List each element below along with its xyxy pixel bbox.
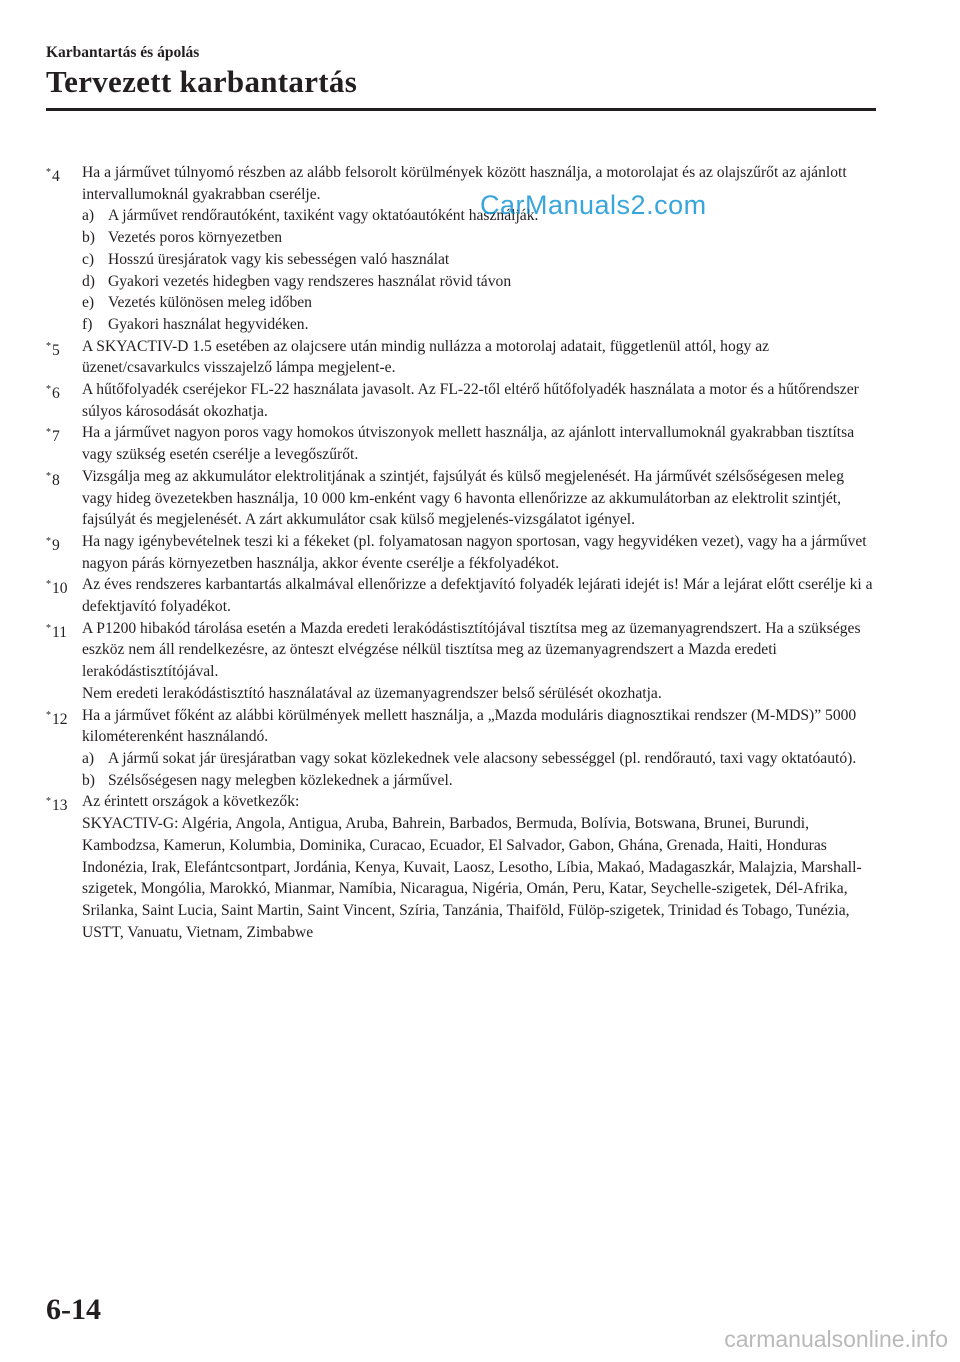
note-text: Az éves rendszeres karbantartás alkalmával ellenőrizze a defektjavító folyadék lejárati idejét is! Már a lejárat előtt cserélje ki a defektjavító folyadékot. [82,576,873,616]
note-9 [46,531,876,574]
list-item: a) A járművet rendőrautóként, taxiként vagy oktatóautóként használják. [82,207,539,225]
note-text: A P1200 hibakód tárolása esetén a Mazda eredeti lerakódástisztítójával tisztítsa meg az üzemanyagrendszert. Ha a szükséges eszköz nem áll rendelkezésre, az önteszt elvégzése nélkül tisztítsa meg az üzemanyagrendszert a Mazda eredeti lerakódástisztítójával. [82,619,861,681]
note-4 [46,162,876,336]
note-number: *6 [46,384,60,403]
country-list: SKYACTIV-G: Algéria, Angola, Antigua, Aruba, Bahrein, Barbados, Bermuda, Bolívia, Botswana, Brunei, Burundi, Kambodzsa, Kamerun, Kolumbia, Dominika, Curacao, Ecuador, El Salvador, Gabon, Ghána, Grenada, Haiti, Honduras Indonézia, Irak, Elefántcsontpart, Jordánia, Kenya, Kuvait, Laosz, Lesotho, Líbia, Makaó, Madagaszkár, Malajzia, Marshall-szigetek, Mongólia, Marokkó, Mianmar, Namíbia, Nicaragua, Nigéria, Omán, Peru, Katar, Seychelle-szigetek, Dél-Afrika, Srilanka, Saint Lucia, Saint Martin, Saint Vincent, Szíria, Tanzánia, Thaiföld, Fülöp-szigetek, Trinidad és Tobago, Tunézia, USTT, Vanuatu, Vietnam, Zimbabwe [82,815,862,941]
note-11 [46,618,876,705]
note-7 [46,422,876,465]
notes-list [46,162,876,943]
list-item: e) Vezetés különösen meleg időben [82,294,312,312]
list-item: c) Hosszú üresjáratok vagy kis sebességen való használat [82,250,450,268]
note-text: Ha a járművet főként az alábbi körülmények mellett használja, a „Mazda moduláris diagnosztikai rendszer (M-MDS)” 5000 kilométerenként használandó. [82,706,857,746]
list-item: b) Vezetés poros környezetben [82,229,283,247]
note-text: Az érintett országok a következők: [82,793,300,811]
note-text: Ha a járművet túlnyomó részben az alább felsorolt körülmények között használja, a motorolajat és az olajszűrőt az ajánlott intervallumoknál gyakrabban cserélje. [82,164,847,203]
watermark-footer: carmanualsonline.info [724,1326,948,1352]
list-item: f) Gyakori használat hegyvidéken. [82,315,309,333]
note-text: A hűtőfolyadék cseréjekor FL-22 használata javasolt. Az FL-22-től eltérő hűtőfolyadék használata a motor és a hűtőrendszer súlyos károsodását okozhatja. [82,381,859,420]
note-number: *4 [46,167,60,185]
list-item: a) A jármű sokat jár üresjáratban vagy sokat közlekednek vele alacsony sebességgel (pl. rendőrautó, taxi vagy oktatóautó). [82,749,857,767]
title-rule [46,108,876,111]
note-number: *12 [46,709,68,728]
note-number: *11 [46,622,68,641]
note-number: *7 [46,427,60,446]
note-6 [46,379,876,422]
note-text-extra: Nem eredeti lerakódástisztító használatával az üzemanyagrendszer belső sérülését okozhatja. [82,684,662,702]
note-13 [46,791,876,943]
note-text: Vizsgálja meg az akkumulátor elektrolitjának a szintjét, fajsúlyát és külső megjelenését. Ha járművét szélsőségesen meleg vagy hideg övezetekben használja, 10 000 km-enként vagy 6 havonta ellenőrizze az akkumulátorban az elektrolit szintjét, fajsúlyát és megjelenését. A zárt akkumulátor csak külső megjelenés-vizsgálatot igényel. [82,467,845,529]
note-8 [46,466,876,531]
page-number: 6-14 [46,1293,101,1326]
section-label: Karbantartás és ápolás [46,44,200,61]
list-item: b) Szélsőségesen nagy melegben közlekednek a járművel. [82,771,453,789]
note-number: *9 [46,535,60,554]
note-10 [46,574,876,617]
note-text: Ha a járművet nagyon poros vagy homokos útviszonyok mellett használja, az ajánlott intervallumoknál gyakrabban tisztítsa vagy szükség esetén cserélje a levegőszűrőt. [82,424,855,464]
note-number: *8 [46,470,60,489]
list-item: d) Gyakori vezetés hidegben vagy rendszeres használat rövid távon [82,272,512,290]
page-title: Tervezett karbantartás [46,64,358,99]
note-number: *5 [46,340,60,359]
watermark-logo: CarManuals2.com [480,190,707,220]
note-12 [46,705,876,792]
note-number: *10 [46,579,68,598]
note-number: *13 [46,796,68,815]
note-text: A SKYACTIV-D 1.5 esetében az olajcsere után mindig nullázza a motorolaj adatait, függetlenül attól, hogy az üzenet/csavarkulcs visszajelző lámpa megjelent-e. [82,337,770,377]
note-5 [46,336,876,379]
note-text: Ha nagy igénybevételnek teszi ki a fékeket (pl. folyamatosan nagyon sportosan, vagy hegyvidéken vezet), vagy ha a járművet nagyon párás környezetben használja, akkor évente cserélje a fékfolyadékot. [82,532,867,572]
